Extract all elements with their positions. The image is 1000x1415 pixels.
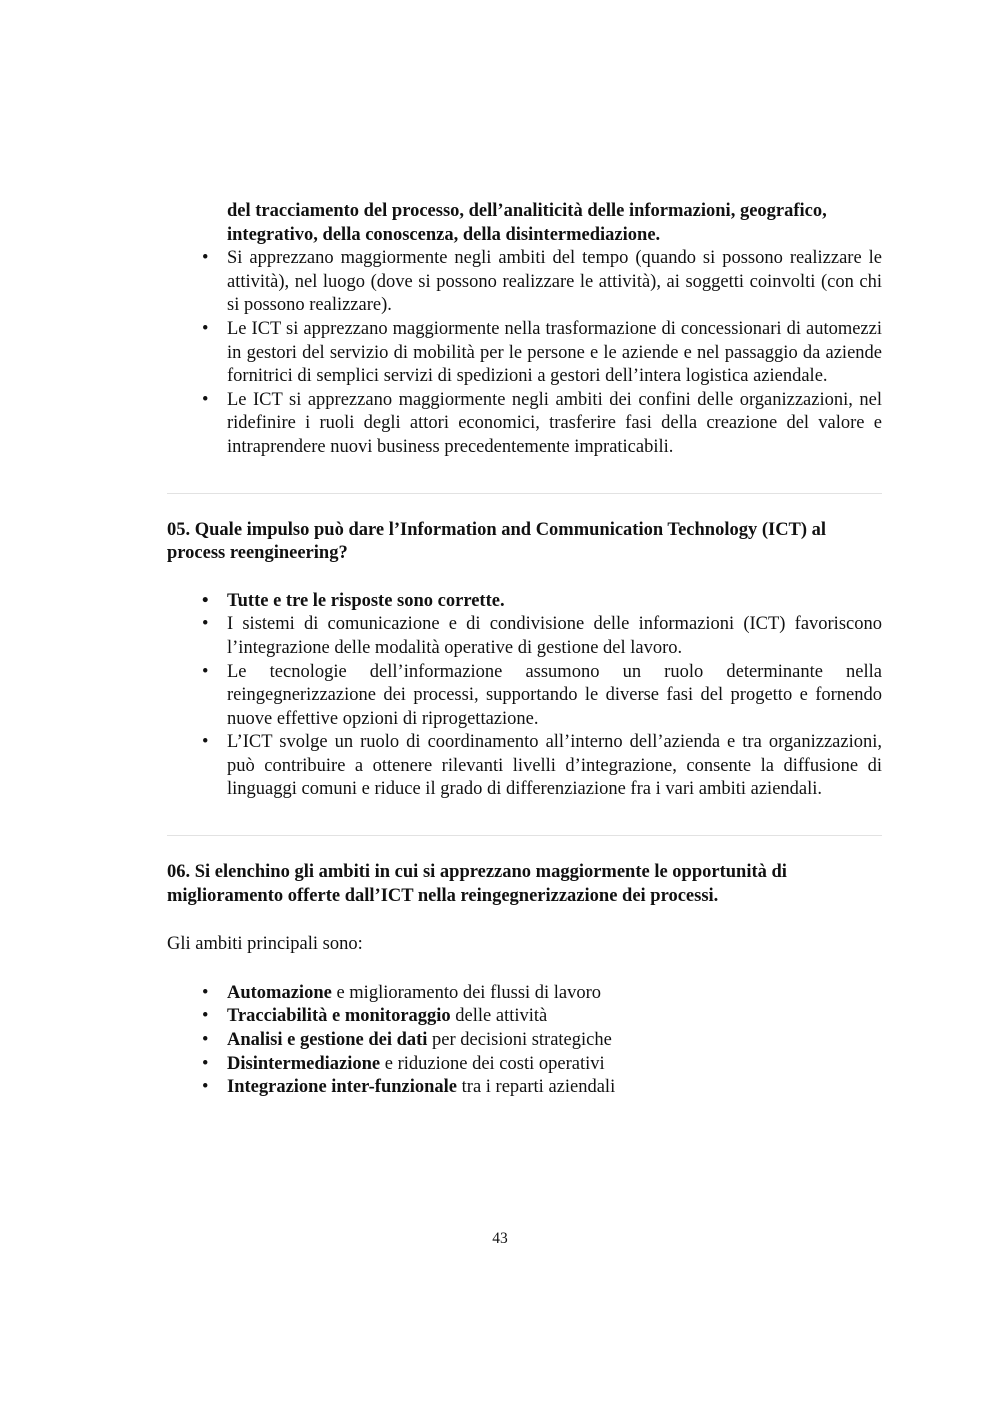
page-number: 43	[492, 1230, 508, 1247]
item-text: per decisioni strategiche	[427, 1030, 612, 1051]
list-item: • I sistemi di comunicazione e di condivisione delle informazioni (ICT) favoriscono l’integrazione delle modalità operative di gestione del lavoro.	[227, 613, 882, 660]
list-item: • Le ICT si apprezzano maggiormente nella trasformazione di concessionari di automezzi in gestori del servizio di mobilità per le persone e le aziende e nel passaggio da aziende fornitrici di semplici servizi di spedizioni a gestori dell’intera logistica aziendale.	[227, 318, 882, 389]
list-item	[227, 1053, 882, 1077]
question-06-intro: Gli ambiti principali sono:	[167, 934, 363, 955]
item-keyword: Automazione	[227, 982, 332, 1003]
list-item	[227, 1005, 882, 1029]
question-05: 05. Quale impulso può dare l’Information and Communication Technology (ICT) al process reengineering?	[167, 519, 827, 564]
list-item: • Le tecnologie dell’informazione assumono un ruolo determinante nella reingegnerizzazione dei processi, supportando le diverse fasi del progetto e fornendo nuove effettive opzioni di riprogettazione.	[227, 661, 882, 732]
list-item	[227, 982, 882, 1006]
page-content	[167, 200, 882, 1100]
item-keyword: Tracciabilità e monitoraggio	[227, 1006, 451, 1027]
list-item: • L’ICT svolge un ruolo di coordinamento all’interno dell’azienda e tra organizzazioni, può contribuire a ottenere rilevanti livelli d’integrazione, consente la diffusione di linguaggi comuni e riduce il grado di differenziazione fra i vari ambiti aziendali.	[227, 731, 882, 802]
question-05-answers	[167, 590, 882, 802]
item-text: delle attività	[450, 1006, 548, 1027]
list-item	[227, 1029, 882, 1053]
section-divider	[167, 835, 882, 836]
section-divider	[167, 493, 882, 494]
correct-answer: • Tutte e tre le risposte sono corrette.	[227, 590, 882, 614]
item-text: tra i reparti aziendali	[457, 1077, 616, 1098]
item-text: e riduzione dei costi operativi	[380, 1053, 605, 1074]
item-keyword: Disintermediazione	[227, 1053, 381, 1074]
item-keyword: Integrazione inter-funzionale	[227, 1077, 458, 1098]
item-keyword: Analisi e gestione dei dati	[227, 1030, 428, 1051]
list-item: • Le ICT si apprezzano maggiormente negli ambiti dei confini delle organizzazioni, nel ridefinire i ruoli degli attori economici, trasferire fasi della creazione del valore e intraprendere nuovi business precedentemente impraticabili.	[227, 389, 882, 460]
previous-answer-continuation: del tracciamento del processo, dell’analiticità delle informazioni, geografico, integrativo, della conoscenza, della disintermediazione.	[227, 201, 827, 245]
previous-answer-list	[167, 247, 882, 459]
list-item: • Si apprezzano maggiormente negli ambiti del tempo (quando si possono realizzare le attività), nel luogo (dove si possono realizzare le attività), ai soggetti coinvolti (con chi si possono realizzare).	[227, 247, 882, 318]
item-text: e miglioramento dei flussi di lavoro	[331, 982, 602, 1003]
question-06-answer-list	[167, 982, 882, 1100]
list-item	[227, 1076, 882, 1100]
question-06: 06. Si elenchino gli ambiti in cui si apprezzano maggiormente le opportunità di miglioramento offerte dall’ICT nella reingegnerizzazione dei processi.	[167, 862, 787, 906]
